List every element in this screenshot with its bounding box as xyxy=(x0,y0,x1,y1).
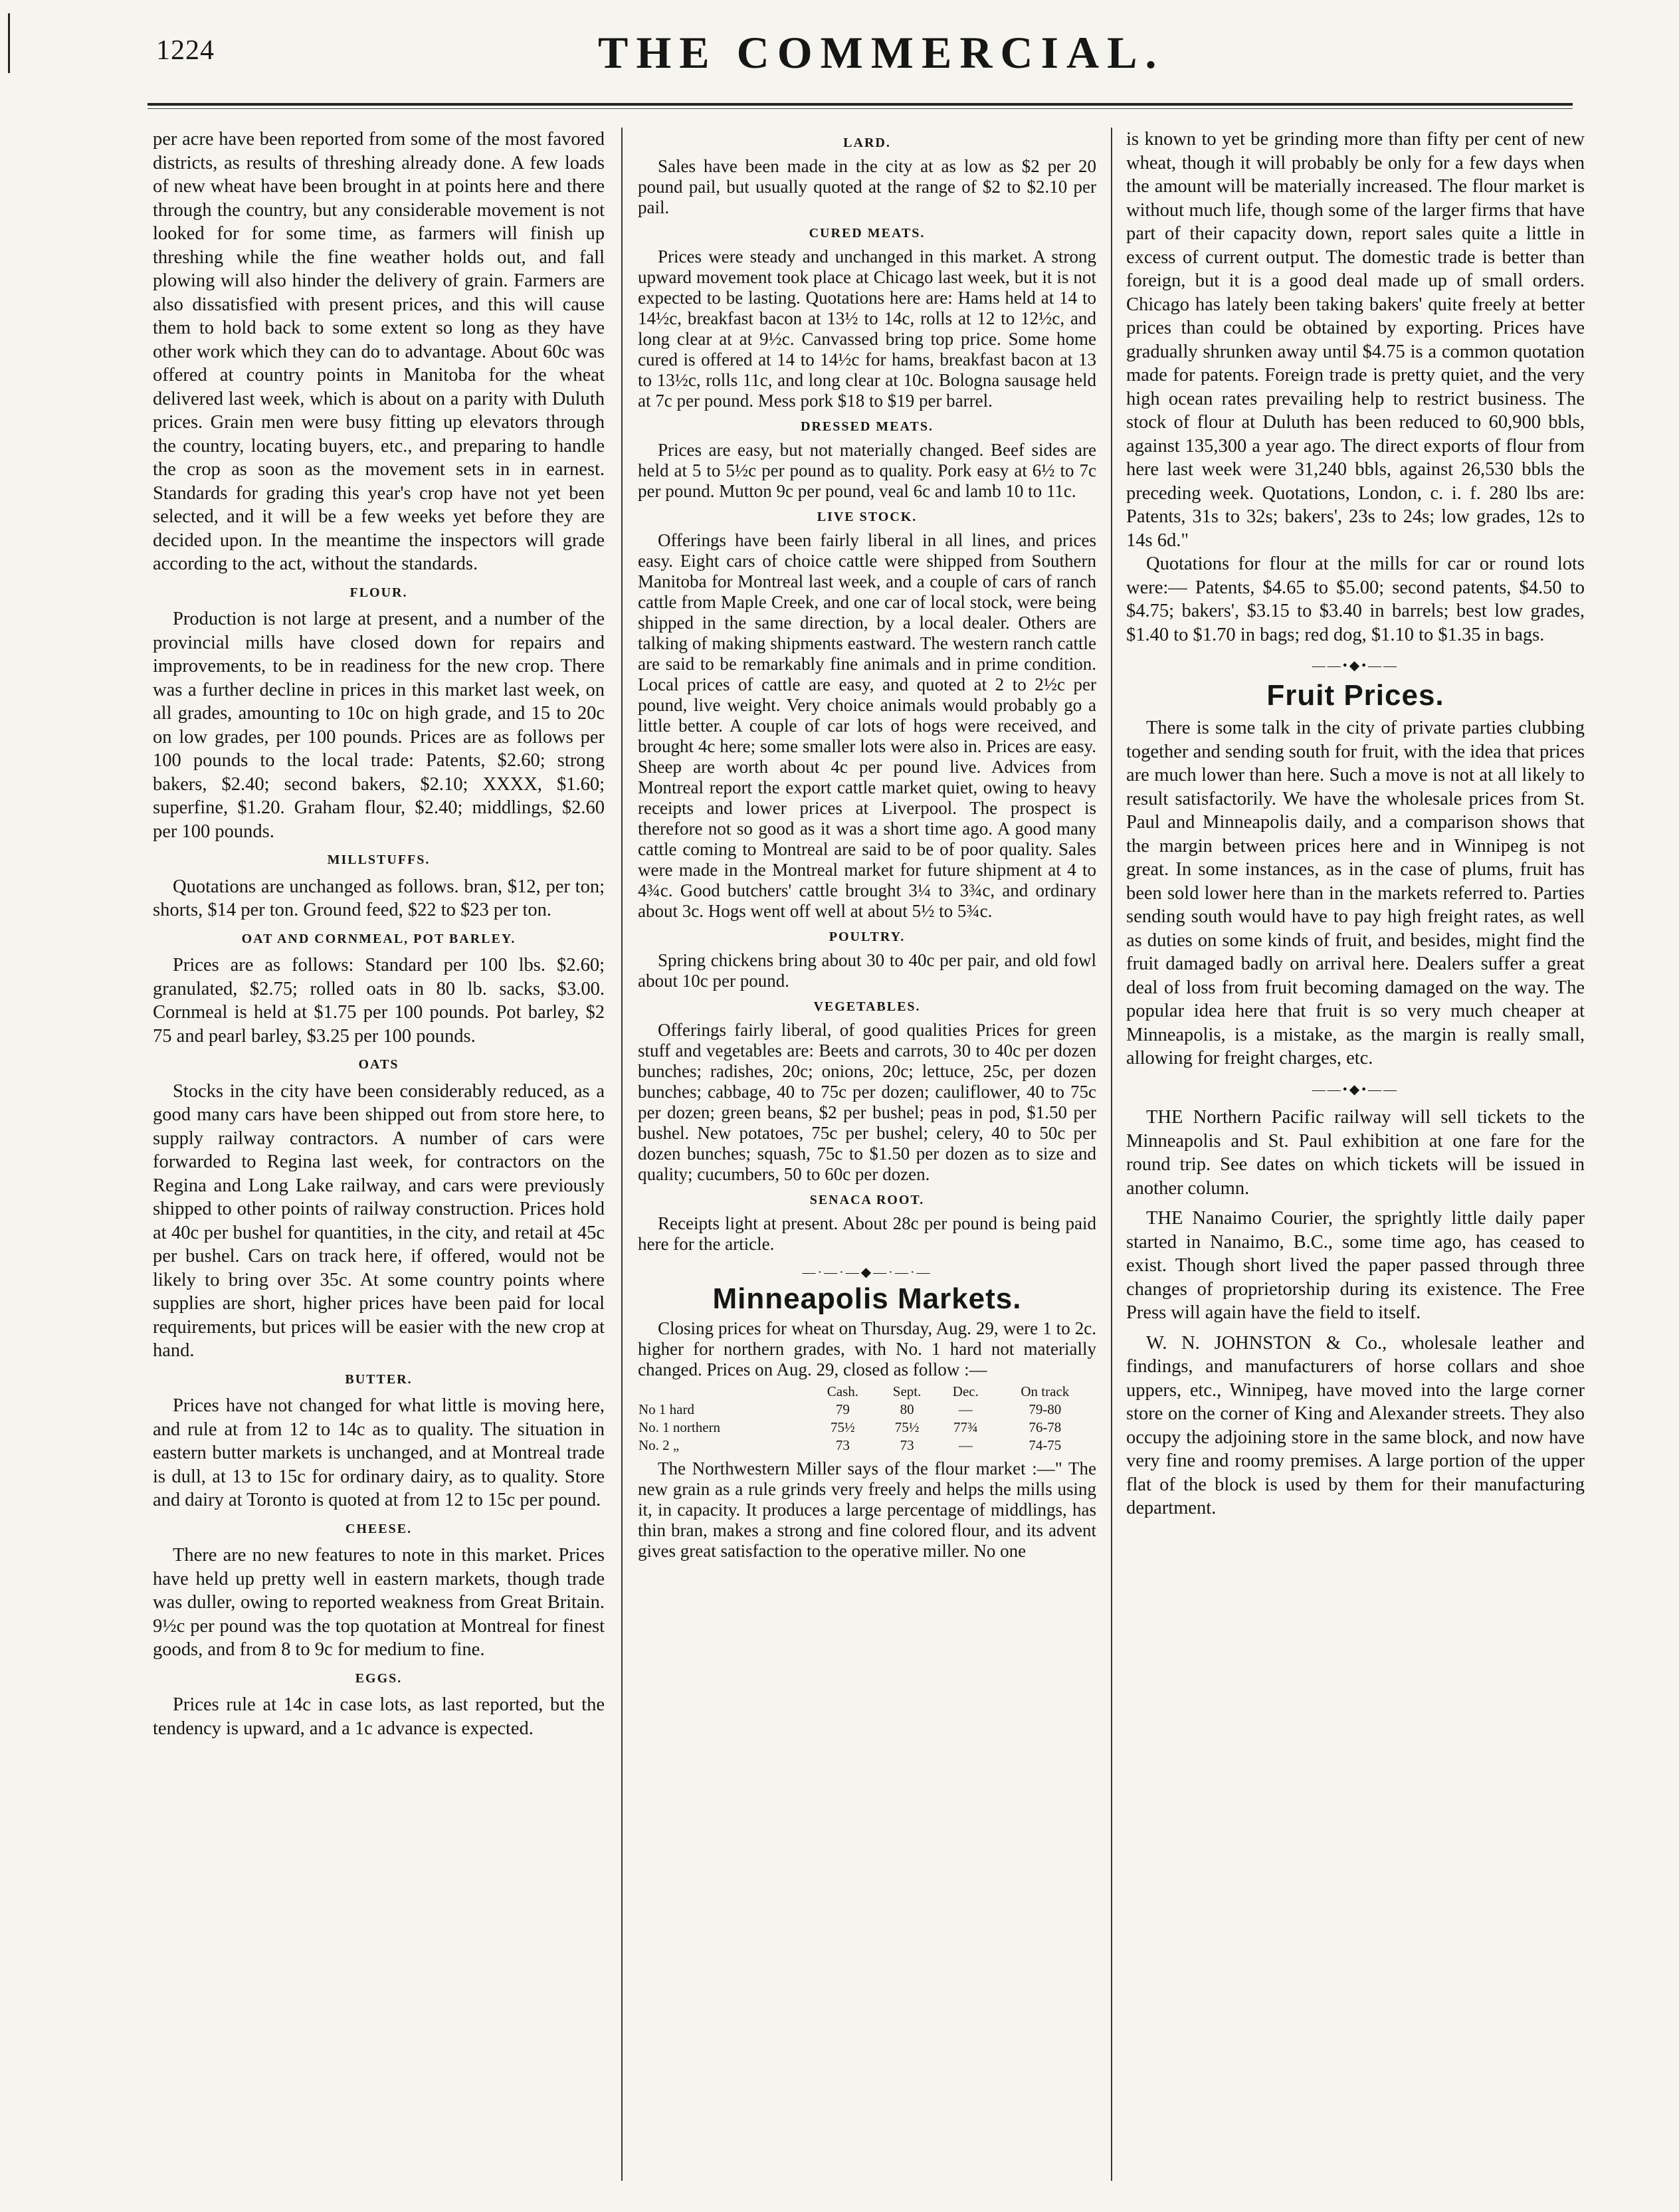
table-cell: 79-80 xyxy=(1029,1401,1062,1417)
page-header xyxy=(0,0,1679,120)
column-divider-2 xyxy=(1111,128,1112,2181)
vegetables-paragraph: Offerings fairly liberal, of good qualities Prices for green stuff and vegetables are: Beets and carrots, 30 to 40c per dozen bunches; radishes, 20c; onions, 20c; lettuce, 25c, per dozen bunches; cabbage, 40 to 75c per dozen; cauliflower, 40 to 75c per dozen; green beans, $2 per bushel; peas in pod, $1.50 per bushel. New potatoes, 75c per bushel; celery, 40 to 50c per dozen bunches; squash, 75c to $1.50 per dozen as to size and quality; cucumbers, 50 to 60c per dozen. xyxy=(638,1020,1096,1184)
section-heading-vegetables: VEGETABLES. xyxy=(813,999,921,1014)
section-heading-flour: FLOUR. xyxy=(349,585,408,600)
fruit-prices-title: Fruit Prices. xyxy=(1266,678,1444,712)
section-heading-butter: BUTTER. xyxy=(345,1371,413,1387)
table-cell: 76-78 xyxy=(1029,1419,1062,1435)
cured-meats-paragraph: Prices were steady and unchanged in this market. A strong upward movement took place at Chicago last week, but it is not expected to be lasting. Quotations here are: Hams held at 14 to 14½c, breakfast bacon at 13½ to 14c, rolls at 12 to 12½c, and long clear at at 9½c. Canvassed bring top price. Some home cured is offered at 14 to 14½c for hams, breakfast bacon at 13 to 13½c, rolls 11c, and long clear at 10c. Bologna sausage held at 7c per pound. Mess pork $18 to $19 per barrel. xyxy=(638,247,1096,411)
ornament-divider: —·—·—◆—·—·— xyxy=(802,1265,932,1280)
section-heading-cheese: CHEESE. xyxy=(345,1521,413,1536)
eggs-paragraph: Prices rule at 14c in case lots, as last reported, but the tendency is upward, and a 1c advance is expected. xyxy=(153,1694,605,1739)
section-heading-live-stock: LIVE STOCK. xyxy=(817,510,918,524)
table-header-cell: On track xyxy=(1021,1383,1070,1399)
table-row xyxy=(638,1401,1096,1419)
butter-paragraph: Prices have not changed for what little is moving here, and rule at from 12 to 14c as to quality. The situation in eastern butter markets is unchanged, and at Montreal trade is dull, at 13 to 15c for ordinary dairy, as to quality. Store and dairy at Toronto is quoted at from 12 to 15c per pound. xyxy=(153,1395,605,1510)
section-heading-dressed-meats: DRESSED MEATS. xyxy=(801,419,934,434)
table-cell: — xyxy=(958,1437,973,1453)
table-header-cell: Dec. xyxy=(952,1383,979,1399)
poultry-paragraph: Spring chickens bring about 30 to 40c per pair, and old fowl about 10c per pound. xyxy=(638,950,1096,991)
section-heading-oats: OATS xyxy=(358,1057,399,1072)
millstuffs-paragraph: Quotations are unchanged as follows. bran, $12, per ton; shorts, $14 per ton. Ground feed, $22 to $23 per ton. xyxy=(153,876,605,920)
column-2 xyxy=(638,128,1096,2181)
table-cell: 75½ xyxy=(831,1419,855,1435)
section-heading-poultry: POULTRY. xyxy=(829,930,906,944)
table-cell: No. 2 „ xyxy=(639,1437,680,1453)
northern-pacific-paragraph: THE Northern Pacific railway will sell tickets to the Minneapolis and St. Paul exhibition at one fare for the round trip. See dates on which tickets will be issued in another column. xyxy=(1126,1107,1585,1199)
section-heading-lard: LARD. xyxy=(843,136,891,150)
ornament-divider: ——•◆•—— xyxy=(1312,658,1399,673)
column-divider-1 xyxy=(621,128,623,2181)
table-cell: 74-75 xyxy=(1029,1437,1062,1453)
wheat-price-table xyxy=(638,1383,1096,1455)
column-1 xyxy=(153,128,605,2181)
table-cell: 73 xyxy=(835,1437,850,1453)
nanaimo-courier-paragraph: THE Nanaimo Courier, the sprightly little daily paper started in Nanaimo, B.C., some time ago, has ceased to exist. Though short lived the paper passed through three changes of proprietorship during its existence. The Free Press will again have the field to itself. xyxy=(1126,1208,1585,1323)
table-cell: No 1 hard xyxy=(639,1401,694,1417)
section-heading-millstuffs: MILLSTUFFS. xyxy=(327,853,431,867)
table-cell: 75½ xyxy=(894,1419,920,1435)
table-header-cell xyxy=(638,1383,809,1401)
table-cell: — xyxy=(958,1401,973,1417)
cheese-paragraph: There are no new features to note in this market. Prices have held up pretty well in eastern markets, though trade was duller, owing to reported weakness from Great Britain. 9½c per pound was the top quotation at Montreal for finest goods, and from 8 to 9c for medium to fine. xyxy=(153,1545,605,1660)
oatmeal-paragraph: Prices are as follows: Standard per 100 lbs. $2.60; granulated, $2.75; rolled oats in 80 lb. sacks, $3.00. Cornmeal is held at $1.75 per 100 pounds. Pot barley, $2 75 and pearl barley, $3.25 per 100 pounds. xyxy=(153,955,605,1047)
table-header-cell: Sept. xyxy=(892,1383,922,1399)
minneapolis-intro-paragraph: Closing prices for wheat on Thursday, Aug. 29, were 1 to 2c. higher for northern grades, with No. 1 hard not materially changed. Prices on Aug. 29, closed as follow :— xyxy=(638,1318,1096,1379)
header-rule xyxy=(148,103,1573,106)
table-cell: 79 xyxy=(835,1401,850,1417)
section-heading-cured-meats: CURED MEATS. xyxy=(809,226,926,241)
section-heading-oatmeal: OAT AND CORNMEAL, POT BARLEY. xyxy=(241,931,516,946)
masthead-title: THE COMMERCIAL. xyxy=(598,27,1165,78)
live-stock-paragraph: Offerings have been fairly liberal in all lines, and prices easy. Eight cars of choice cattle were shipped from Southern Manitoba for Montreal last week, and a couple of cars of ranch cattle from Maple Creek, and one car of local stock, were being shipped in the same direction, by a local dealer. Others are talking of making shipments eastward. The western ranch cattle are said to be remarkably fine animals and in prime condition. Local prices of cattle are easy, and quoted at 2 to 2½c per pound, live weight. Very choice animals would probably go a little better. A couple of car lots of hogs were received, and brought 4c here; some smaller lots were also in. Prices are easy. Sheep are worth about 4c per pound live. Advices from Montreal report the export cattle market quiet, owing to heavy receipts and lower prices at Liverpool. The prospect is therefore not so good as it was a short time ago. A good many cattle coming to Montreal are said to be of poor quality. Sales were made in the Montreal market for future shipment at 4 to 4¾c. Good butchers' cattle brought 3¼ to 3¾c, and ordinary about 3c. Hogs went off well at about 5½ to 5¾c. xyxy=(638,530,1096,921)
table-row xyxy=(638,1437,1096,1455)
northwestern-miller-paragraph: The Northwestern Miller says of the flour market :—" The new grain as a rule grinds very freely and helps the mills using it, in capacity. It produces a large percentage of middlings, has thin bran, makes a strong and fine colored flour, and its advent gives great satisfaction to the operative miller. No one xyxy=(638,1458,1096,1561)
flour-market-continued-paragraph: is known to yet be grinding more than fifty per cent of new wheat, though it will probably be only for a few days when the amount will be materially increased. The flour market is without much life, though some of the larger firms that have part of their capacity down, report sales quite a little in excess of current output. The domestic trade is better than foreign, but it is a good deal made up of small orders. Chicago has lately been taking bakers' quite freely at better prices than could be obtained by exporting. Prices have gradually shrunken away until $4.75 is a common quotation made for patents. Foreign trade is pretty quiet, and the very high ocean rates prevailing help to restrict business. The stock of flour at Duluth has been reduced to 60,900 bbls, against 135,300 a year ago. The direct exports of flour from here last week were 31,240 bbls, against 26,530 bbls the preceding week. Quotations, London, c. i. f. 280 lbs are: Patents, 31s to 32s; bakers', 23s to 24s; low grades, 12s to 14s 6d." xyxy=(1126,129,1585,551)
oats-paragraph: Stocks in the city have been considerably reduced, as a good many cars have been shipped out from store here, to supply railway contractors. A number of cars were forwarded to Regina last week, for contractors on the Regina and Long Lake railway, and cars were previously shipped to other points of railway construction. Prices hold at 40c per bushel for quantities, in the city, and retail at 45c per bushel. Cars on track here, if offered, would not be likely to bring over 35c. At some country points where supplies are short, higher prices have been paid for local requirements, but prices will be easier with the new crop at hand. xyxy=(153,1080,605,1361)
flour-paragraph: Production is not large at present, and a number of the provincial mills have closed down for repairs and improvements, to be in readiness for the new crop. There was a further decline in prices in this market last week, on all grades, amounting to 10c on high grade, and 15 to 20c on low grades, per 100 pounds. Prices are as follows per 100 pounds to the local trade: Patents, $2.60; strong bakers, $2.40; second bakers, $2.10; XXXX, $1.60; superfine, $1.20. Graham flour, $2.40; middlings, $2.60 per 100 pounds. xyxy=(153,609,605,842)
senaca-root-paragraph: Receipts light at present. About 28c per pound is being paid here for the article. xyxy=(638,1213,1096,1254)
section-heading-senaca-root: SENACA ROOT. xyxy=(809,1193,925,1207)
table-cell: 80 xyxy=(900,1401,914,1417)
table-header-cell: Cash. xyxy=(827,1383,859,1399)
table-cell: 77¾ xyxy=(953,1419,978,1435)
section-heading-eggs: EGGS. xyxy=(355,1670,403,1686)
minneapolis-markets-title: Minneapolis Markets. xyxy=(712,1282,1022,1315)
table-header-row xyxy=(638,1383,1096,1401)
header-rule-thin xyxy=(148,108,1573,109)
dressed-meats-paragraph: Prices are easy, but not materially changed. Beef sides are held at 5 to 5½c per pound as to quality. Pork easy at 6½ to 7c per pound. Mutton 9c per pound, veal 6c and lamb 10 to 11c. xyxy=(638,440,1096,501)
table-cell: No. 1 northern xyxy=(639,1419,721,1435)
lard-paragraph: Sales have been made in the city at as low as $2 per 20 pound pail, but usually quoted at the range of $2 to $2.10 per pail. xyxy=(638,156,1096,217)
grain-intro-paragraph: per acre have been reported from some of the most favored districts, as results of threshing already done. A few loads of new wheat have been brought in at points here and there through the country, but any considerable movement is not looked for for some time, as farmers will finish up threshing while the fine weather holds out, and fall plowing will also hinder the delivery of grain. Farmers are also dissatisfied with present prices, and this will cause them to hold back to some extent so long as they have other work which they can do to advantage. About 60c was offered at country points in Manitoba for the wheat delivered last week, which is about on a parity with Duluth prices. Grain men were busy fitting up elevators through the country, locating buyers, etc., and preparing to handle the crop as soon as the movement sets in in earnest. Standards for grading this year's crop have not yet been selected, and it will be a few weeks yet before they are decided upon. In the meantime the inspectors will grade according to the act, without the standards. xyxy=(153,129,605,574)
flour-quotations-paragraph: Quotations for flour at the mills for car or round lots were:— Patents, $4.65 to $5.00; second patents, $4.50 to $4.75; bakers', $3.15 to $3.40 in barrels; best low grades, $1.40 to $1.70 in bags; red dog, $1.10 to $1.35 in bags. xyxy=(1126,553,1585,645)
binding-edge-mark xyxy=(8,13,10,73)
page-number: 1224 xyxy=(156,35,215,66)
johnston-co-paragraph: W. N. JOHNSTON & Co., wholesale leather and findings, and manufacturers of horse collars and shoe uppers, etc., Winnipeg, have moved into the large corner store on the corner of King and Alexander streets. They also occupy the adjoining store in the same block, and now have very fine and roomy premises. A large portion of the upper flat of the block is used by them for their manufacturing department. xyxy=(1126,1332,1585,1518)
fruit-prices-paragraph: There is some talk in the city of private parties clubbing together and sending south for fruit, with the idea that prices are much lower than here. Such a move is not at all likely to result satisfactorily. We have the wholesale prices from St. Paul and Minneapolis daily, and a comparison shows that the margin between prices here and in Winnipeg is not great. In some instances, as in the case of plums, fruit has been sold lower here than in the markets referred to. Parties sending south would have to pay high freight rates, as well as duties on some kinds of fruit, and besides, might find the fruit damaged badly on arrival here. Dealers suffer a great deal of loss from fruit becoming damaged on the way. The popular idea here that fruit is so very much cheaper at Minneapolis, is a mistake, as the margin is really small, allowing for freight charges, etc. xyxy=(1126,718,1585,1068)
table-cell: 73 xyxy=(900,1437,914,1453)
column-3 xyxy=(1126,128,1585,2181)
ornament-divider: ——•◆•—— xyxy=(1312,1082,1399,1097)
table-row xyxy=(638,1419,1096,1437)
